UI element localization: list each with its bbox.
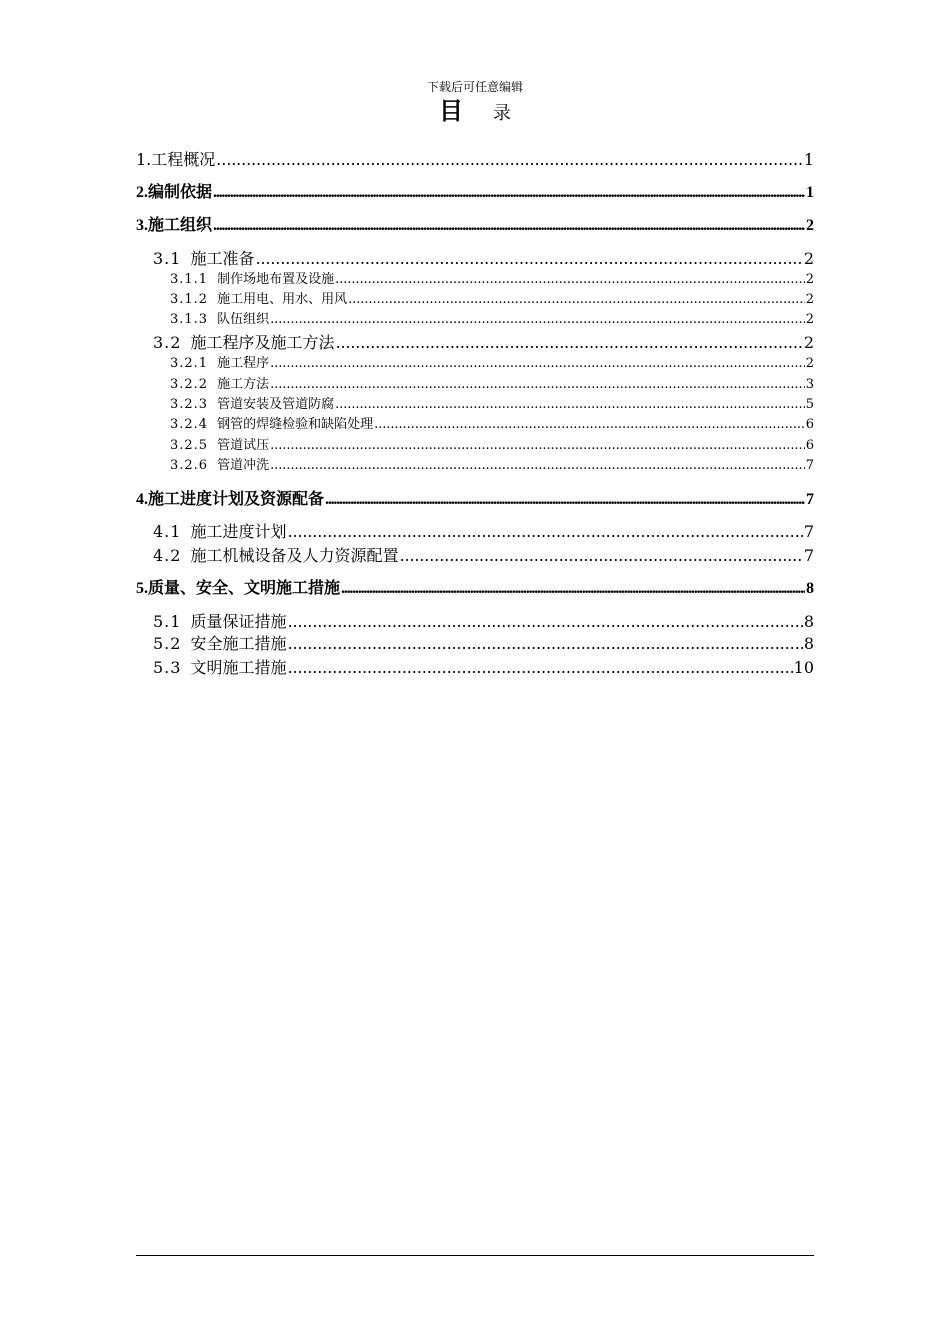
toc-leader-dots (341, 578, 805, 600)
toc-entry-page: 6 (805, 438, 814, 453)
toc-entry-number: 3.2.2 (170, 377, 209, 392)
toc-entry[interactable] (136, 657, 814, 679)
toc-entry-number: 3.2 (153, 333, 182, 352)
toc-entry[interactable] (136, 215, 814, 237)
toc-entry[interactable] (136, 182, 814, 204)
toc-leader-dots (335, 332, 802, 354)
toc-leader-dots (270, 436, 805, 455)
toc-entry-page: 1 (803, 150, 814, 169)
toc-leader-dots (325, 489, 805, 511)
toc-entry-page: 1 (806, 184, 814, 201)
toc-entry-label: 管道安装及管道防腐 (217, 397, 335, 412)
toc-entry-page: 2 (806, 217, 814, 234)
toc-entry[interactable] (136, 149, 814, 171)
toc-entry-number: 4. (136, 491, 148, 508)
toc-entry-page: 7 (803, 546, 814, 565)
toc-leader-dots (335, 270, 805, 289)
toc-entry-label: 安全施工措施 (190, 634, 287, 653)
toc-entry-number: 3. (136, 217, 148, 234)
toc-entry[interactable] (136, 456, 814, 475)
toc-entry-page: 10 (793, 658, 814, 677)
toc-entry-label: 管道试压 (217, 438, 270, 453)
toc-entry-page: 3 (805, 377, 814, 392)
toc-entry-page: 2 (805, 292, 814, 307)
toc-leader-dots (287, 633, 802, 655)
toc-entry-label: 工程概况 (151, 150, 216, 169)
toc-entry-label: 质量、安全、文明施工措施 (148, 580, 341, 597)
toc-entry-label: 质量保证措施 (190, 612, 287, 631)
toc-title-char2: 录 (493, 103, 511, 124)
toc-entry-number: 3.1 (153, 249, 182, 268)
toc-leader-dots (213, 182, 805, 204)
toc-leader-dots (335, 395, 805, 414)
toc-entry[interactable] (136, 354, 814, 373)
toc-entry-number: 5. (136, 580, 148, 597)
toc-entry-number: 4.2 (153, 546, 182, 565)
toc-leader-dots (270, 456, 805, 475)
toc-entry-label: 管道冲洗 (217, 458, 270, 473)
toc-entry-page: 2 (805, 272, 814, 287)
toc-entry-page: 6 (805, 417, 814, 432)
footer-rule (136, 1255, 814, 1256)
toc-entry-page: 7 (806, 491, 814, 508)
toc-entry-label: 施工程序及施工方法 (190, 333, 335, 352)
toc-leader-dots (287, 657, 792, 679)
toc-title-char1: 目 (439, 97, 463, 125)
toc-entry[interactable] (136, 545, 814, 567)
toc-entry-number: 3.2.1 (170, 356, 209, 371)
toc-entry[interactable] (136, 310, 814, 329)
toc-entry-number: 1. (136, 150, 152, 169)
toc-entry-page: 8 (803, 612, 814, 631)
toc-entry-number: 4.1 (153, 522, 182, 541)
toc-entry-label: 制作场地布置及设施 (217, 272, 335, 287)
toc-entry-page: 8 (803, 634, 814, 653)
toc-entry-label: 施工组织 (148, 217, 213, 234)
toc-entry-label: 钢管的焊缝检验和缺陷处理 (217, 417, 374, 432)
toc-leader-dots (399, 545, 802, 567)
header-note: 下载后可任意编辑 (426, 80, 523, 94)
toc-entry-number: 5.3 (153, 658, 182, 677)
toc-entry-page: 7 (805, 458, 814, 473)
toc-entry-page: 2 (805, 356, 814, 371)
toc-entry-page: 2 (805, 312, 814, 327)
toc-leader-dots (374, 415, 805, 434)
toc-entry-number: 2. (136, 184, 148, 201)
toc-entry-number: 3.2.6 (170, 458, 209, 473)
toc-entry-label: 施工进度计划 (190, 522, 287, 541)
toc-entry-page: 2 (803, 333, 814, 352)
toc-leader-dots (255, 248, 802, 270)
toc-leader-dots (270, 310, 805, 329)
toc-entry-page: 8 (806, 580, 814, 597)
toc-entry[interactable] (136, 270, 814, 289)
toc-entry-number: 3.1.2 (170, 292, 209, 307)
toc-entry[interactable] (136, 521, 814, 543)
toc-entry-label: 施工用电、用水、用风 (217, 292, 348, 307)
toc-entry-label: 文明施工措施 (190, 658, 287, 677)
toc-entry-number: 3.2.5 (170, 438, 209, 453)
toc-title (0, 96, 950, 129)
toc-entry-number: 5.1 (153, 612, 182, 631)
toc-entry[interactable] (136, 375, 814, 394)
toc-entry-page: 7 (803, 522, 814, 541)
toc-entry[interactable] (136, 489, 814, 511)
toc-entry[interactable] (136, 611, 814, 633)
toc-entry[interactable] (136, 633, 814, 655)
toc-entry[interactable] (136, 332, 814, 354)
toc-entry[interactable] (136, 578, 814, 600)
toc-entry-number: 3.1.3 (170, 312, 209, 327)
toc-entry-number: 3.2.3 (170, 397, 209, 412)
toc-entry-page: 2 (803, 249, 814, 268)
toc-entry-number: 5.2 (153, 634, 182, 653)
toc-entry-label: 队伍组织 (217, 312, 270, 327)
toc-leader-dots (213, 215, 805, 237)
toc-entry[interactable] (136, 395, 814, 414)
toc-leader-dots (270, 375, 805, 394)
toc-entry-label: 施工进度计划及资源配备 (148, 491, 325, 508)
toc-entry-number: 3.1.1 (170, 272, 209, 287)
toc-entry[interactable] (136, 248, 814, 270)
toc-entry[interactable] (136, 290, 814, 309)
toc-entry-label: 编制依据 (148, 184, 213, 201)
toc-entry-number: 3.2.4 (170, 417, 209, 432)
toc-leader-dots (216, 149, 803, 171)
toc-leader-dots (348, 290, 805, 309)
toc-entry[interactable] (136, 415, 814, 434)
toc-entry-label: 施工程序 (217, 356, 270, 371)
toc-entry-label: 施工机械设备及人力资源配置 (190, 546, 399, 565)
toc-leader-dots (287, 521, 802, 543)
toc-entry-label: 施工方法 (217, 377, 270, 392)
toc-entry[interactable] (136, 436, 814, 455)
toc-entry-page: 5 (805, 397, 814, 412)
toc-entry-label: 施工准备 (190, 249, 255, 268)
toc-leader-dots (270, 354, 805, 373)
toc-leader-dots (287, 611, 802, 633)
